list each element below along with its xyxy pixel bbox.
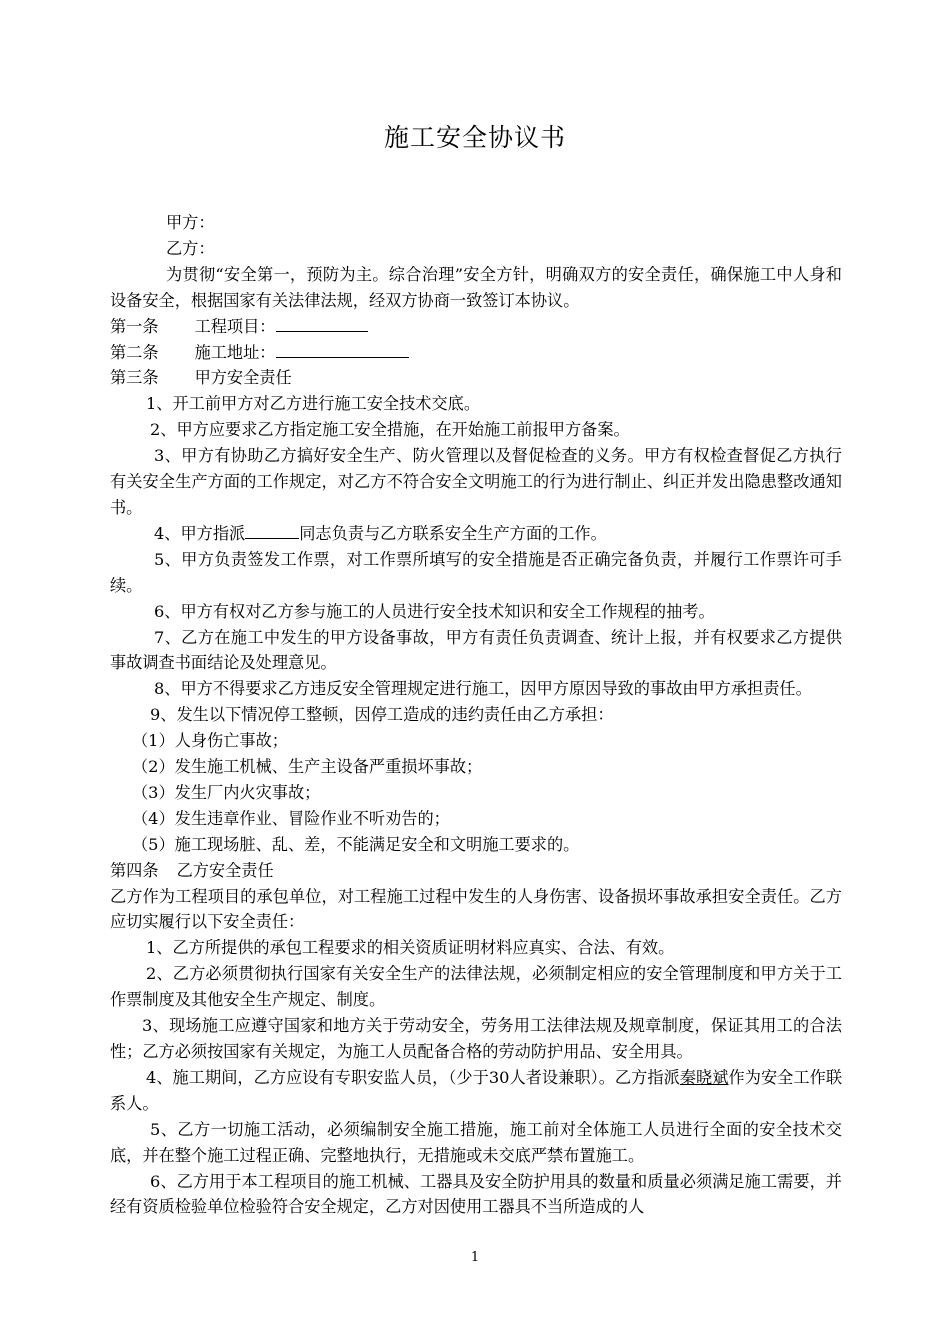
- article-2-label: 施工地址：: [194, 342, 276, 362]
- article-3-label: 甲方安全责任: [194, 368, 292, 388]
- a-item-3: 3、甲方有协助乙方搞好安全生产、防火管理以及督促检查的义务。甲方有权检查督促乙方执行有关安全生产方面的工作规定，对乙方不符合安全文明施工的行为进行制止、纠正并发出隐患整改通知书。: [110, 446, 842, 517]
- a-item-5: 5、甲方负责签发工作票，对工作票所填写的安全措施是否正确完备负责，并履行工作票许可手续。: [110, 549, 842, 595]
- document-title: 施工安全协议书: [383, 123, 566, 152]
- b-item-5: 5、乙方一切施工活动，必须编制安全施工措施，施工前对全体施工人员进行全面的安全技术交底，并在整个施工过程正确、完整地执行，无措施或未交底严禁布置施工。: [110, 1119, 842, 1165]
- stop-item-2: （2）发生施工机械、生产主设备严重损坏事故；: [132, 757, 483, 777]
- intro-paragraph: 为贯彻“安全第一，预防为主。综合治理”安全方针，明确双方的安全责任，确保施工中人身和设备安全，根据国家有关法律法规，经双方协商一致签订本协议。: [110, 264, 842, 310]
- b-item-2: 2、乙方必须贯彻执行国家有关安全生产的法律法规，必须制定相应的安全管理制度和甲方关于工作票制度及其他安全生产规定、制度。: [110, 964, 842, 1010]
- party-b-line: 乙方：: [166, 238, 215, 258]
- party-a-line: 甲方：: [166, 213, 215, 232]
- stop-item-4: （4）发生违章作业、冒险作业不听劝告的；: [132, 808, 450, 828]
- article-4: [110, 858, 842, 884]
- project-blank: [276, 314, 368, 332]
- article-2-number: 第二条: [110, 342, 159, 362]
- a-item-9: 9、发生以下情况停工整顿，因停工造成的违约责任由乙方承担：: [150, 705, 614, 725]
- article-1-number: 第一条: [110, 316, 159, 336]
- b-item-6: 6、乙方用于本工程项目的施工机械、工器具及安全防护用具的数量和质量必须满足施工需要，并经有资质检验单位检验符合安全规定，乙方对因使用工器具不当所造成的人: [110, 1171, 842, 1217]
- article-3-number: 第三条: [110, 368, 159, 388]
- b-item-4: [110, 1065, 842, 1117]
- a-item-4-post: 同志负责与乙方联系安全生产方面的工作。: [299, 523, 607, 543]
- article-1-label: 工程项目：: [194, 316, 276, 336]
- contact-person-name: 秦晓斌: [679, 1067, 729, 1087]
- b-intro: 乙方作为工程项目的承包单位，对工程施工过程中发生的人身伤害、设备损坏事故承担安全责任。乙方应切实履行以下安全责任：: [110, 886, 842, 932]
- stop-item-3: （3）发生厂内火灾事故；: [132, 782, 321, 802]
- designee-blank: [245, 521, 299, 539]
- a-item-7: 7、乙方在施工中发生的甲方设备事故，甲方有责任负责调查、统计上报，并有权要求乙方提供事故调查书面结论及处理意见。: [110, 627, 842, 673]
- b-item-3: 3、现场施工应遵守国家和地方关于劳动安全，劳务用工法律法规及规章制度，保证其用工的合法性；乙方必须按国家有关规定，为施工人员配备合格的劳动防护用品、安全用具。: [110, 1016, 842, 1061]
- page-number: 1: [470, 1250, 480, 1265]
- stop-item-1: （1）人身伤亡事故；: [132, 731, 288, 751]
- a-item-6: 6、甲方有权对乙方参与施工的人员进行安全技术知识和安全工作规程的抽考。: [154, 601, 715, 621]
- article-2: [110, 340, 842, 366]
- a-item-1: 1、开工前甲方对乙方进行施工安全技术交底。: [146, 394, 481, 414]
- b-item-4-post: 作为安全工作联系人。: [110, 1067, 843, 1113]
- article-4-number: 第四条: [110, 860, 159, 880]
- b-item-1: 1、乙方所提供的承包工程要求的相关资质证明材料应真实、合法、有效。: [146, 938, 675, 958]
- a-item-4: [110, 521, 842, 547]
- article-1: [110, 314, 842, 340]
- article-3: [110, 365, 842, 391]
- a-item-2: 2、甲方应要求乙方指定施工安全措施，在开始施工前报甲方备案。: [150, 420, 630, 440]
- b-item-4-pre: 4、施工期间，乙方应设有专职安监人员，（少于30人者设兼职）。乙方指派: [146, 1067, 680, 1087]
- document-body: [110, 210, 842, 1220]
- article-4-label: 乙方安全责任: [176, 860, 274, 880]
- address-blank: [276, 340, 409, 358]
- stop-item-5: （5）施工现场脏、乱、差，不能满足安全和文明施工要求的。: [132, 834, 580, 854]
- a-item-8: 8、甲方不得要求乙方违反安全管理规定进行施工，因甲方原因导致的事故由甲方承担责任。: [154, 679, 812, 699]
- a-item-4-pre: 4、甲方指派: [154, 523, 246, 543]
